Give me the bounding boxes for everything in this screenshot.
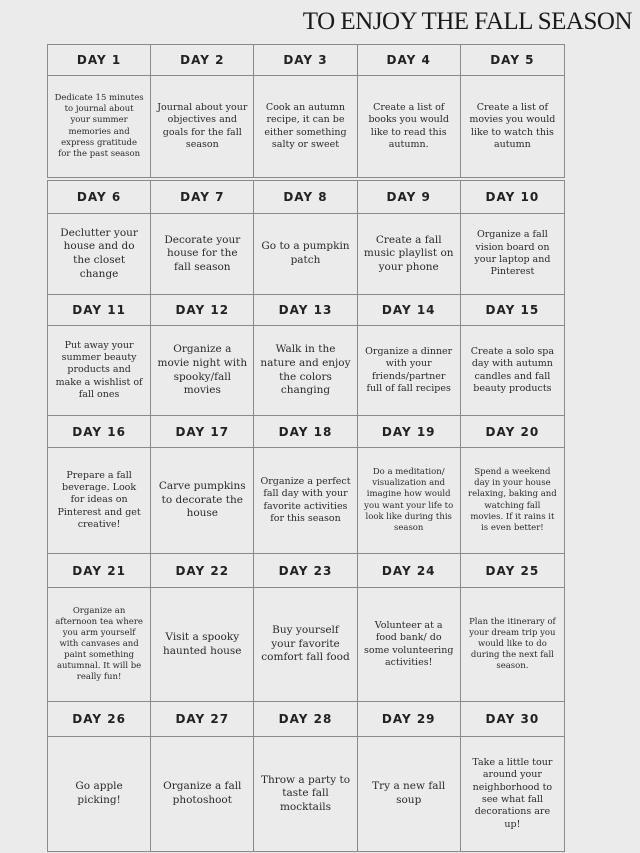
day-label: DAY 25	[461, 554, 564, 588]
day-task: Plan the itinerary of your dream trip you would like to do during the next fall season.	[461, 588, 564, 702]
day-task: Buy yourself your favorite comfort fall food	[254, 588, 357, 702]
day-label: DAY 24	[358, 554, 461, 588]
day-label: DAY 11	[48, 295, 151, 326]
day-label: DAY 1	[48, 45, 151, 76]
calendar-block	[47, 44, 565, 178]
day-label: DAY 2	[151, 45, 254, 76]
day-task: Organize a dinner with your friends/partner full of fall recipes	[358, 326, 461, 416]
page-title: TO ENJOY THE FALL SEASON	[302, 8, 632, 35]
day-task: Journal about your objectives and goals for the fall season	[151, 76, 254, 177]
day-label: DAY 28	[254, 702, 357, 737]
day-task: Prepare a fall beverage. Look for ideas on Pinterest and get creative!	[48, 448, 151, 554]
day-label: DAY 12	[151, 295, 254, 326]
day-task: Go to a pumpkin patch	[254, 214, 357, 295]
day-task: Visit a spooky haunted house	[151, 588, 254, 702]
day-task: Organize a fall vision board on your laptop and Pinterest	[461, 214, 564, 295]
day-label: DAY 26	[48, 702, 151, 737]
day-task: Organize an afternoon tea where you arm yourself with canvases and paint something autumnal. It will be really fun!	[48, 588, 151, 702]
day-label: DAY 21	[48, 554, 151, 588]
day-label: DAY 15	[461, 295, 564, 326]
day-label: DAY 17	[151, 416, 254, 448]
day-label: DAY 20	[461, 416, 564, 448]
day-task: Walk in the nature and enjoy the colors changing	[254, 326, 357, 416]
day-task: Do a meditation/ visualization and imagine how would you want your life to look like during this season	[358, 448, 461, 554]
day-task: Create a list of books you would like to read this autumn.	[358, 76, 461, 177]
day-task: Create a solo spa day with autumn candles and fall beauty products	[461, 326, 564, 416]
day-task: Dedicate 15 minutes to journal about your summer memories and express gratitude for the past season	[48, 76, 151, 177]
day-label: DAY 6	[48, 181, 151, 214]
day-label: DAY 9	[358, 181, 461, 214]
day-label: DAY 27	[151, 702, 254, 737]
day-label: DAY 29	[358, 702, 461, 737]
day-task: Spend a weekend day in your house relaxing, baking and watching fall movies. If it rains it is even better!	[461, 448, 564, 554]
day-task: Take a little tour around your neighborhood to see what fall decorations are up!	[472, 756, 553, 830]
day-task: Organize a fall photoshoot	[151, 737, 254, 851]
day-label: DAY 10	[461, 181, 564, 214]
day-label: DAY 5	[461, 45, 564, 76]
day-task: Volunteer at a food bank/ do some volunteering activities!	[358, 588, 461, 702]
day-label: DAY 14	[358, 295, 461, 326]
day-label: DAY 18	[254, 416, 357, 448]
day-task: Go apple picking!	[48, 737, 151, 851]
day-label: DAY 3	[254, 45, 357, 76]
calendar-block	[47, 180, 565, 852]
day-task: Organize a perfect fall day with your favorite activities for this season	[254, 448, 357, 554]
day-label: DAY 8	[254, 181, 357, 214]
day-task: Try a new fall soup	[358, 737, 461, 851]
day-label: DAY 22	[151, 554, 254, 588]
day-label: DAY 4	[358, 45, 461, 76]
day-label: DAY 23	[254, 554, 357, 588]
day-label: DAY 16	[48, 416, 151, 448]
day-task: Organize a movie night with spooky/fall movies	[151, 326, 254, 416]
day-task: Create a fall music playlist on your phone	[358, 214, 461, 295]
day-task: Cook an autumn recipe, it can be either something salty or sweet	[254, 76, 357, 177]
day-task: Throw a party to taste fall mocktails	[254, 737, 357, 851]
day-task: Create a list of movies you would like to watch this autumn	[469, 101, 556, 150]
day-task: Declutter your house and do the closet change	[48, 214, 151, 295]
day-label: DAY 19	[358, 416, 461, 448]
day-label: DAY 13	[254, 295, 357, 326]
day-label: DAY 7	[151, 181, 254, 214]
day-label: DAY 30	[461, 702, 564, 737]
day-task: Put away your summer beauty products and make a wishlist of fall ones	[48, 326, 151, 416]
day-task: Carve pumpkins to decorate the house	[151, 448, 254, 554]
day-task: Decorate your house for the fall season	[151, 214, 254, 295]
